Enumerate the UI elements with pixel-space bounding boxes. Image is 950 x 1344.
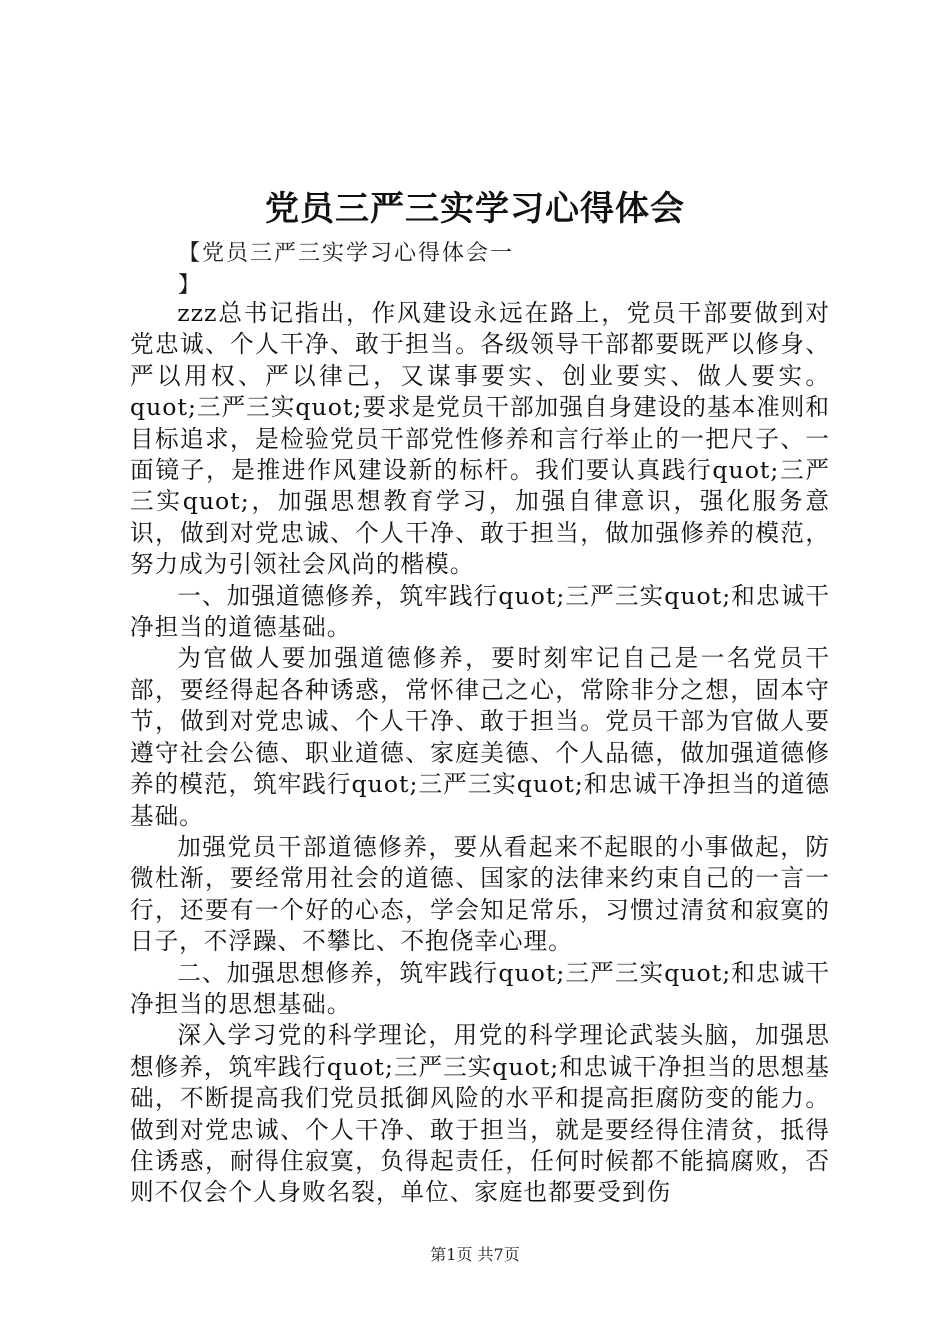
page-footer: 第1页 共7页: [430, 1245, 520, 1264]
paragraph: 一、加强道德修养，筑牢践行quot;三严三实quot;和忠诚干净担当的道德基础。: [130, 581, 830, 642]
paragraph: 二、加强思想修养，筑牢践行quot;三严三实quot;和忠诚干净担当的思想基础。: [130, 958, 830, 1018]
paragraph: 加强党员干部道德修养，要从看起来不起眼的小事做起，防微杜渐，要经常用社会的道德、国家的法律来约束自己的一言一行，还要有一个好的心态，学会知足常乐，习惯过清贫和寂寞的日子，不浮躁、不攀比、不抱侥幸心理。: [130, 832, 830, 956]
document-body: [130, 298, 830, 1209]
paragraph: zzz总书记指出，作风建设永远在路上，党员干部要做到对党忠诚、个人干净、敢于担当。各级领导干部都要既严以修身、严以用权、严以律己，又谋事要实、创业要实、做人要实。quot;三严三实quot;要求是党员干部加强自身建设的基本准则和目标追求，是检验党员干部党性修养和言行举止的一把尺子、一面镜子，是推进作风建设新的标杆。我们要认真践行quot;三严三实quot;，加强思想教育学习，加强自律意识，强化服务意识，做到对党忠诚、个人干净、敢于担当，做加强修养的模范，努力成为引领社会风尚的楷模。: [130, 299, 830, 579]
paragraph: 为官做人要加强道德修养，要时刻牢记自己是一名党员干部，要经得起各种诱惑，常怀律己之心，常除非分之想，固本守节，做到对党忠诚、个人干净、敢于担当。党员干部为官做人要遵守社会公德、职业道德、家庭美德、个人品德，做加强道德修养的模范，筑牢践行quot;三严三实quot;和忠诚干净担当的道德基础。: [130, 644, 830, 830]
document-subtitle: 【党员三严三实学习心得体会一 】: [178, 241, 515, 298]
paragraph: 深入学习党的科学理论，用党的科学理论武装头脑，加强思想修养，筑牢践行quot;三严三实quot;和忠诚干净担当的思想基础，不断提高我们党员抵御风险的水平和提高拒腐防变的能力。做到对党忠诚、个人干净、敢于担当，就是要经得住清贫，抵得住诱惑，耐得住寂寞，负得起责任，任何时候都不能搞腐败，否则不仅会个人身败名裂，单位、家庭也都要受到伤: [130, 1021, 830, 1207]
document-title: 党员三严三实学习心得体会: [265, 189, 685, 229]
